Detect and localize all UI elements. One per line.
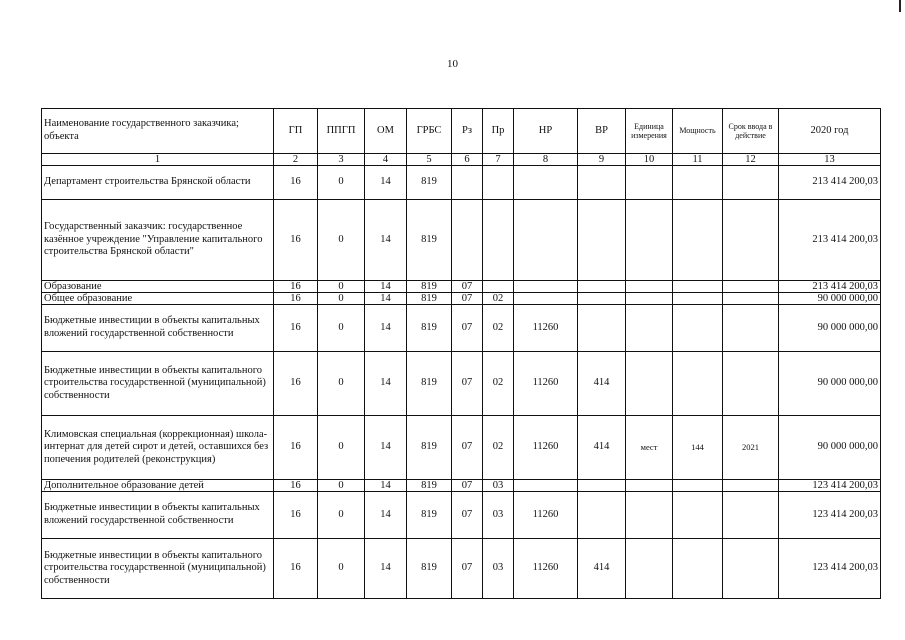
cell-amount: 213 414 200,03: [779, 200, 881, 281]
column-number: 7: [483, 154, 514, 166]
cell-rz: 07: [452, 293, 483, 305]
cell-vr: [578, 281, 626, 293]
table-row: [42, 281, 881, 293]
cell-vr: [578, 492, 626, 539]
cell-vr: [578, 166, 626, 200]
cell-power: [673, 305, 723, 352]
table-row: [42, 166, 881, 200]
cell-pr: 03: [483, 492, 514, 539]
cell-gp: 16: [274, 352, 318, 416]
cell-gp: 16: [274, 200, 318, 281]
cell-pr: [483, 200, 514, 281]
cell-nr: 11260: [514, 492, 578, 539]
cell-term: [723, 352, 779, 416]
cell-rz: [452, 166, 483, 200]
column-number: 4: [365, 154, 407, 166]
cell-ppgp: 0: [318, 281, 365, 293]
cell-amount: 90 000 000,00: [779, 352, 881, 416]
cell-ppgp: 0: [318, 352, 365, 416]
cell-ppgp: 0: [318, 305, 365, 352]
cell-name: Общее образование: [42, 293, 274, 305]
cell-vr: 414: [578, 539, 626, 599]
cell-ppgp: 0: [318, 166, 365, 200]
column-number: 8: [514, 154, 578, 166]
cell-ppgp: 0: [318, 293, 365, 305]
budget-table: [41, 108, 881, 599]
cell-nr: [514, 166, 578, 200]
cell-name: Бюджетные инвестиции в объекты капитального строительства государственной (муниципальной) собственности: [42, 352, 274, 416]
cell-amount: 90 000 000,00: [779, 416, 881, 480]
cell-name: Бюджетные инвестиции в объекты капитальных вложений государственной собственности: [42, 305, 274, 352]
column-number-row: [42, 154, 881, 166]
cell-om: 14: [365, 492, 407, 539]
cell-term: [723, 281, 779, 293]
cell-amount: 213 414 200,03: [779, 281, 881, 293]
cell-nr: 11260: [514, 539, 578, 599]
cell-power: [673, 293, 723, 305]
page-number: 10: [447, 58, 458, 70]
cell-ppgp: 0: [318, 200, 365, 281]
cell-power: [673, 492, 723, 539]
table-row: [42, 539, 881, 599]
cell-term: [723, 166, 779, 200]
column-number: 12: [723, 154, 779, 166]
cell-name: Бюджетные инвестиции в объекты капитального строительства государственной (муниципальной) собственности: [42, 539, 274, 599]
header-cell-nr: НР: [514, 109, 578, 154]
column-number: 1: [42, 154, 274, 166]
cell-rz: 07: [452, 352, 483, 416]
cell-unit: [626, 539, 673, 599]
cell-nr: [514, 480, 578, 492]
cell-unit: мест: [626, 416, 673, 480]
scan-edge-mark: [899, 0, 901, 12]
header-cell-gp: ГП: [274, 109, 318, 154]
cell-gp: 16: [274, 492, 318, 539]
cell-unit: [626, 480, 673, 492]
cell-power: [673, 166, 723, 200]
cell-rz: 07: [452, 539, 483, 599]
cell-term: 2021: [723, 416, 779, 480]
cell-grbs: 819: [407, 539, 452, 599]
cell-gp: 16: [274, 293, 318, 305]
table-row: [42, 416, 881, 480]
column-number: 9: [578, 154, 626, 166]
cell-amount: 123 414 200,03: [779, 492, 881, 539]
cell-unit: [626, 492, 673, 539]
cell-nr: [514, 200, 578, 281]
header-cell-year: 2020 год: [779, 109, 881, 154]
cell-pr: [483, 281, 514, 293]
cell-unit: [626, 305, 673, 352]
cell-power: [673, 480, 723, 492]
cell-amount: 90 000 000,00: [779, 305, 881, 352]
table-row: [42, 352, 881, 416]
cell-unit: [626, 200, 673, 281]
column-number: 2: [274, 154, 318, 166]
cell-rz: [452, 200, 483, 281]
cell-unit: [626, 166, 673, 200]
cell-om: 14: [365, 305, 407, 352]
cell-pr: 02: [483, 305, 514, 352]
cell-gp: 16: [274, 166, 318, 200]
column-number: 5: [407, 154, 452, 166]
cell-grbs: 819: [407, 352, 452, 416]
header-cell-rz: Рз: [452, 109, 483, 154]
cell-gp: 16: [274, 305, 318, 352]
table-row: [42, 200, 881, 281]
cell-vr: [578, 480, 626, 492]
cell-ppgp: 0: [318, 539, 365, 599]
cell-gp: 16: [274, 416, 318, 480]
column-number: 3: [318, 154, 365, 166]
cell-grbs: 819: [407, 480, 452, 492]
cell-power: [673, 281, 723, 293]
cell-grbs: 819: [407, 166, 452, 200]
cell-power: 144: [673, 416, 723, 480]
cell-name: Дополнительное образование детей: [42, 480, 274, 492]
cell-name: Бюджетные инвестиции в объекты капитальных вложений государственной собственности: [42, 492, 274, 539]
cell-amount: 213 414 200,03: [779, 166, 881, 200]
table-row: [42, 480, 881, 492]
cell-om: 14: [365, 166, 407, 200]
cell-nr: [514, 281, 578, 293]
cell-unit: [626, 293, 673, 305]
cell-om: 14: [365, 539, 407, 599]
header-cell-term: Срок ввода в действие: [723, 109, 779, 154]
cell-name: Климовская специальная (коррекционная) школа-интернат для детей сирот и детей, оставшихся без попечения родителей (реконструкция): [42, 416, 274, 480]
cell-unit: [626, 352, 673, 416]
cell-amount: 123 414 200,03: [779, 539, 881, 599]
cell-om: 14: [365, 281, 407, 293]
cell-nr: 11260: [514, 305, 578, 352]
header-cell-power: Мощность: [673, 109, 723, 154]
cell-grbs: 819: [407, 416, 452, 480]
cell-pr: 03: [483, 539, 514, 599]
cell-grbs: 819: [407, 200, 452, 281]
cell-om: 14: [365, 480, 407, 492]
header-cell-grbs: ГРБС: [407, 109, 452, 154]
header-cell-ppgp: ППГП: [318, 109, 365, 154]
cell-nr: 11260: [514, 352, 578, 416]
cell-om: 14: [365, 416, 407, 480]
cell-vr: 414: [578, 352, 626, 416]
cell-grbs: 819: [407, 492, 452, 539]
header-cell-om: ОМ: [365, 109, 407, 154]
column-number: 6: [452, 154, 483, 166]
cell-power: [673, 539, 723, 599]
cell-name: Образование: [42, 281, 274, 293]
cell-name: Департамент строительства Брянской области: [42, 166, 274, 200]
cell-unit: [626, 281, 673, 293]
column-number: 11: [673, 154, 723, 166]
cell-term: [723, 480, 779, 492]
cell-pr: 02: [483, 293, 514, 305]
cell-gp: 16: [274, 281, 318, 293]
cell-gp: 16: [274, 480, 318, 492]
column-number: 10: [626, 154, 673, 166]
cell-vr: [578, 200, 626, 281]
cell-power: [673, 352, 723, 416]
header-cell-vr: ВР: [578, 109, 626, 154]
cell-gp: 16: [274, 539, 318, 599]
header-cell-pr: Пр: [483, 109, 514, 154]
cell-pr: [483, 166, 514, 200]
cell-vr: [578, 293, 626, 305]
cell-nr: [514, 293, 578, 305]
cell-rz: 07: [452, 281, 483, 293]
cell-power: [673, 200, 723, 281]
cell-om: 14: [365, 352, 407, 416]
cell-name: Государственный заказчик: государственное казённое учреждение "Управление капитального строительства Брянской области": [42, 200, 274, 281]
cell-rz: 07: [452, 480, 483, 492]
header-cell-unit: Единица измерения: [626, 109, 673, 154]
cell-grbs: 819: [407, 305, 452, 352]
cell-pr: 02: [483, 416, 514, 480]
cell-ppgp: 0: [318, 480, 365, 492]
cell-om: 14: [365, 293, 407, 305]
cell-nr: 11260: [514, 416, 578, 480]
cell-term: [723, 492, 779, 539]
cell-term: [723, 305, 779, 352]
cell-term: [723, 293, 779, 305]
cell-rz: 07: [452, 492, 483, 539]
cell-ppgp: 0: [318, 416, 365, 480]
cell-rz: 07: [452, 416, 483, 480]
cell-grbs: 819: [407, 281, 452, 293]
cell-ppgp: 0: [318, 492, 365, 539]
cell-pr: 03: [483, 480, 514, 492]
table-row: [42, 305, 881, 352]
column-number: 13: [779, 154, 881, 166]
cell-pr: 02: [483, 352, 514, 416]
cell-term: [723, 539, 779, 599]
cell-rz: 07: [452, 305, 483, 352]
cell-grbs: 819: [407, 293, 452, 305]
table-row: [42, 293, 881, 305]
cell-om: 14: [365, 200, 407, 281]
header-cell-name: Наименование государственного заказчика; объекта: [42, 109, 274, 154]
cell-vr: [578, 305, 626, 352]
cell-amount: 90 000 000,00: [779, 293, 881, 305]
cell-amount: 123 414 200,03: [779, 480, 881, 492]
cell-vr: 414: [578, 416, 626, 480]
header-row: [42, 109, 881, 154]
cell-term: [723, 200, 779, 281]
table-row: [42, 492, 881, 539]
